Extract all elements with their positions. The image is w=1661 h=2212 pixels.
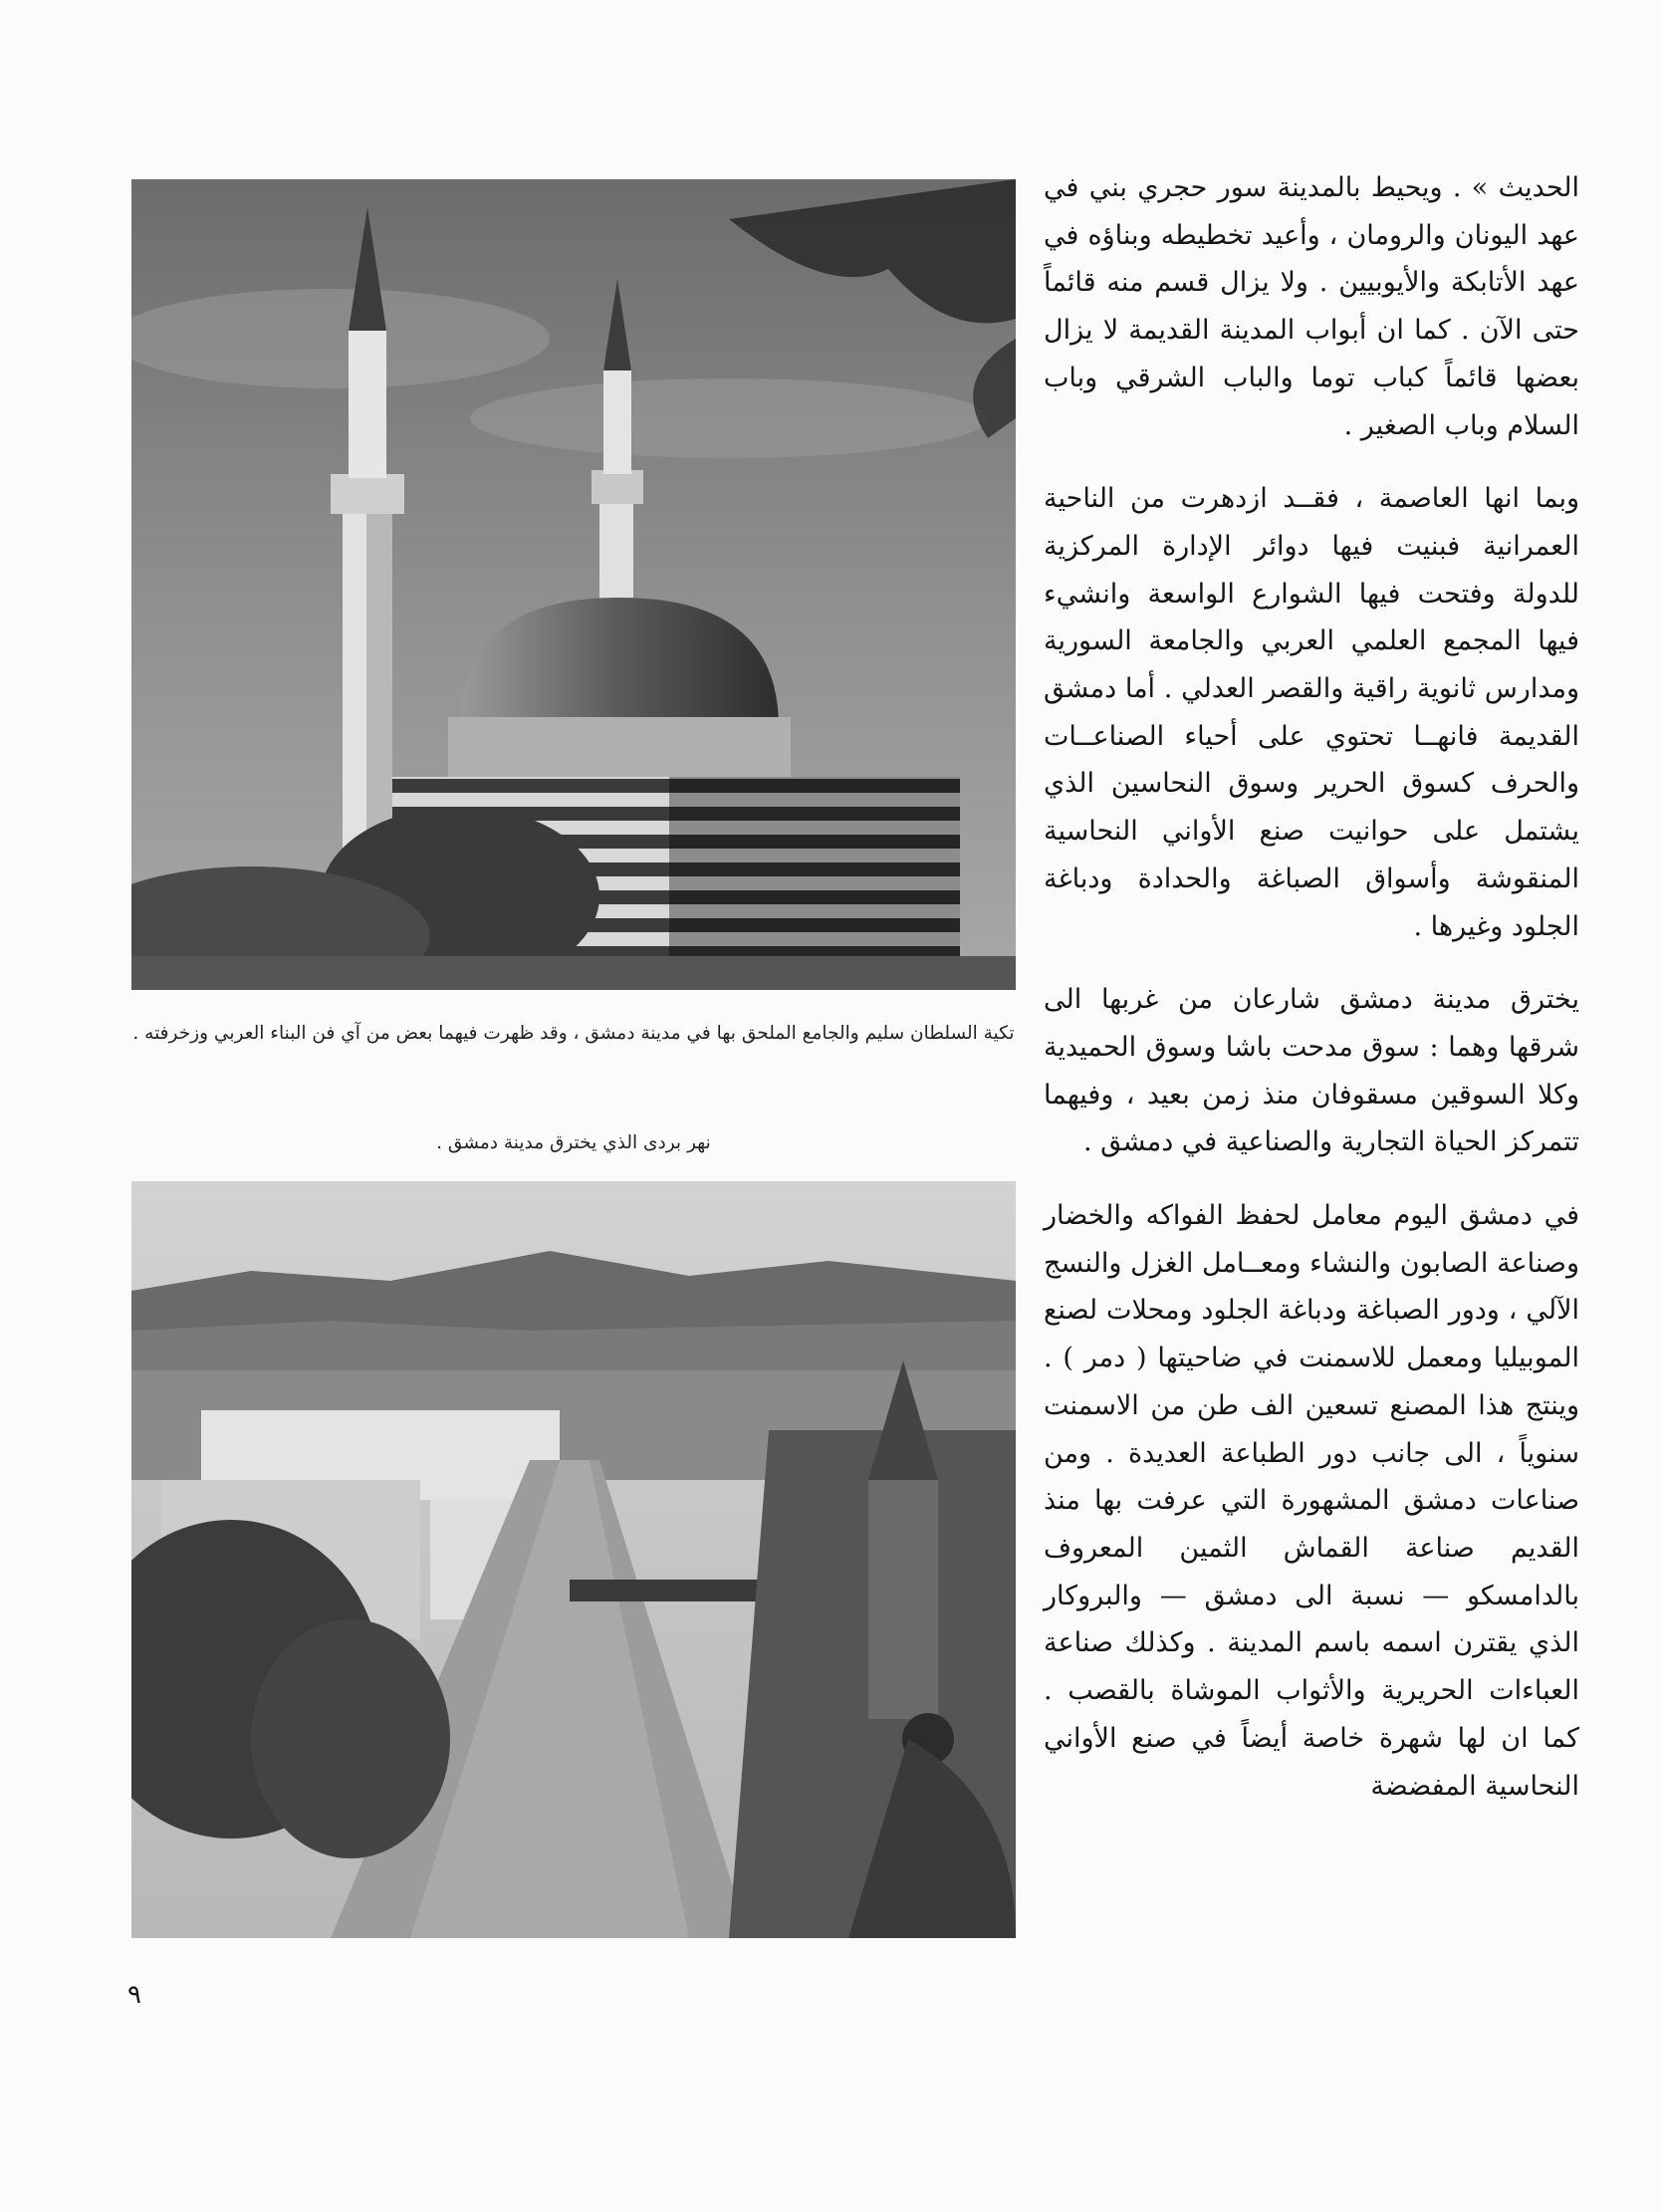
mosque-photo-caption: تكية السلطان سليم والجامع الملحق بها في مدينة دمشق ، وقد ظهرت فيهما بعض من آي فن البناء العربي وزخرفته . — [132, 1023, 1015, 1044]
page-number: ٩ — [127, 1980, 141, 2010]
river-photo-caption: نهر بردى الذي يخترق مدينة دمشق . — [436, 1132, 711, 1153]
paragraph-walls-gates: الحديث » . ويحيط بالمدينة سور حجري بني في عهد اليونان والرومان ، وأعيد تخطيطه وبناؤه في عهد الأتابكة والأيوبيين . ولا يزال قسم منه قائماً حتى الآن . كما ان أبواب المدينة القديمة لا يزال بعضها قائماً كباب توما والباب الشرقي وباب السلام وباب الصغير . — [1044, 172, 1579, 441]
body-text-column — [1044, 164, 1579, 1810]
river-illustration — [131, 1181, 1016, 1938]
mosque-photo — [131, 179, 1016, 990]
river-photo — [131, 1181, 1016, 1938]
paragraph-capital: وبما انها العاصمة ، فقــد ازدهرت من الناحية العمرانية فبنيت فيها دوائر الإدارة المركزية للدولة وفتحت فيها الشوارع الواسعة وانشيء فيها المجمع العلمي العربي والجامعة السورية ومدارس ثانوية راقية والقصر العدلي . أما دمشق القديمة فانهــا تحتوي على أحياء الصناعــات والحرف كسوق الحرير وسوق النحاسين الذي يشتمل على حوانيت صنع الأواني النحاسية المنقوشة وأسواق الصباغة والحدادة ودباغة الجلود وغيرها . — [1044, 483, 1579, 942]
paragraph-industries: في دمشق اليوم معامل لحفظ الفواكه والخضار وصناعة الصابون والنشاء ومعــامل الغزل والنسج الآلي ، ودور الصباغة ودباغة الجلود ومحلات لصنع الموبيليا ومعمل للاسمنت في ضاحيتها ( دمر ) . وينتج هذا المصنع تسعين الف طن من الاسمنت سنوياً ، الى جانب دور الطباعة العديدة . ومن صناعات دمشق المشهورة التي عرفت بها منذ القديم صناعة القماش الثمين المعروف بالدامسكو — نسبة الى دمشق — والبروكار الذي يقترن اسمه باسم المدينة . وكذلك صناعة العباءات الحريرية والأثواب الموشاة بالقصب . كما ان لها شهرة خاصة أيضاً في صنع الأواني النحاسية المفضضة — [1044, 1200, 1579, 1802]
mosque-illustration — [131, 179, 1016, 990]
paragraph-streets: يخترق مدينة دمشق شارعان من غربها الى شرقها وهما : سوق مدحت باشا وسوق الحميدية وكلا السوقين مسقوفان منذ زمن بعيد ، وفيهما تتمركز الحياة التجارية والصناعية في دمشق . — [1044, 984, 1579, 1158]
